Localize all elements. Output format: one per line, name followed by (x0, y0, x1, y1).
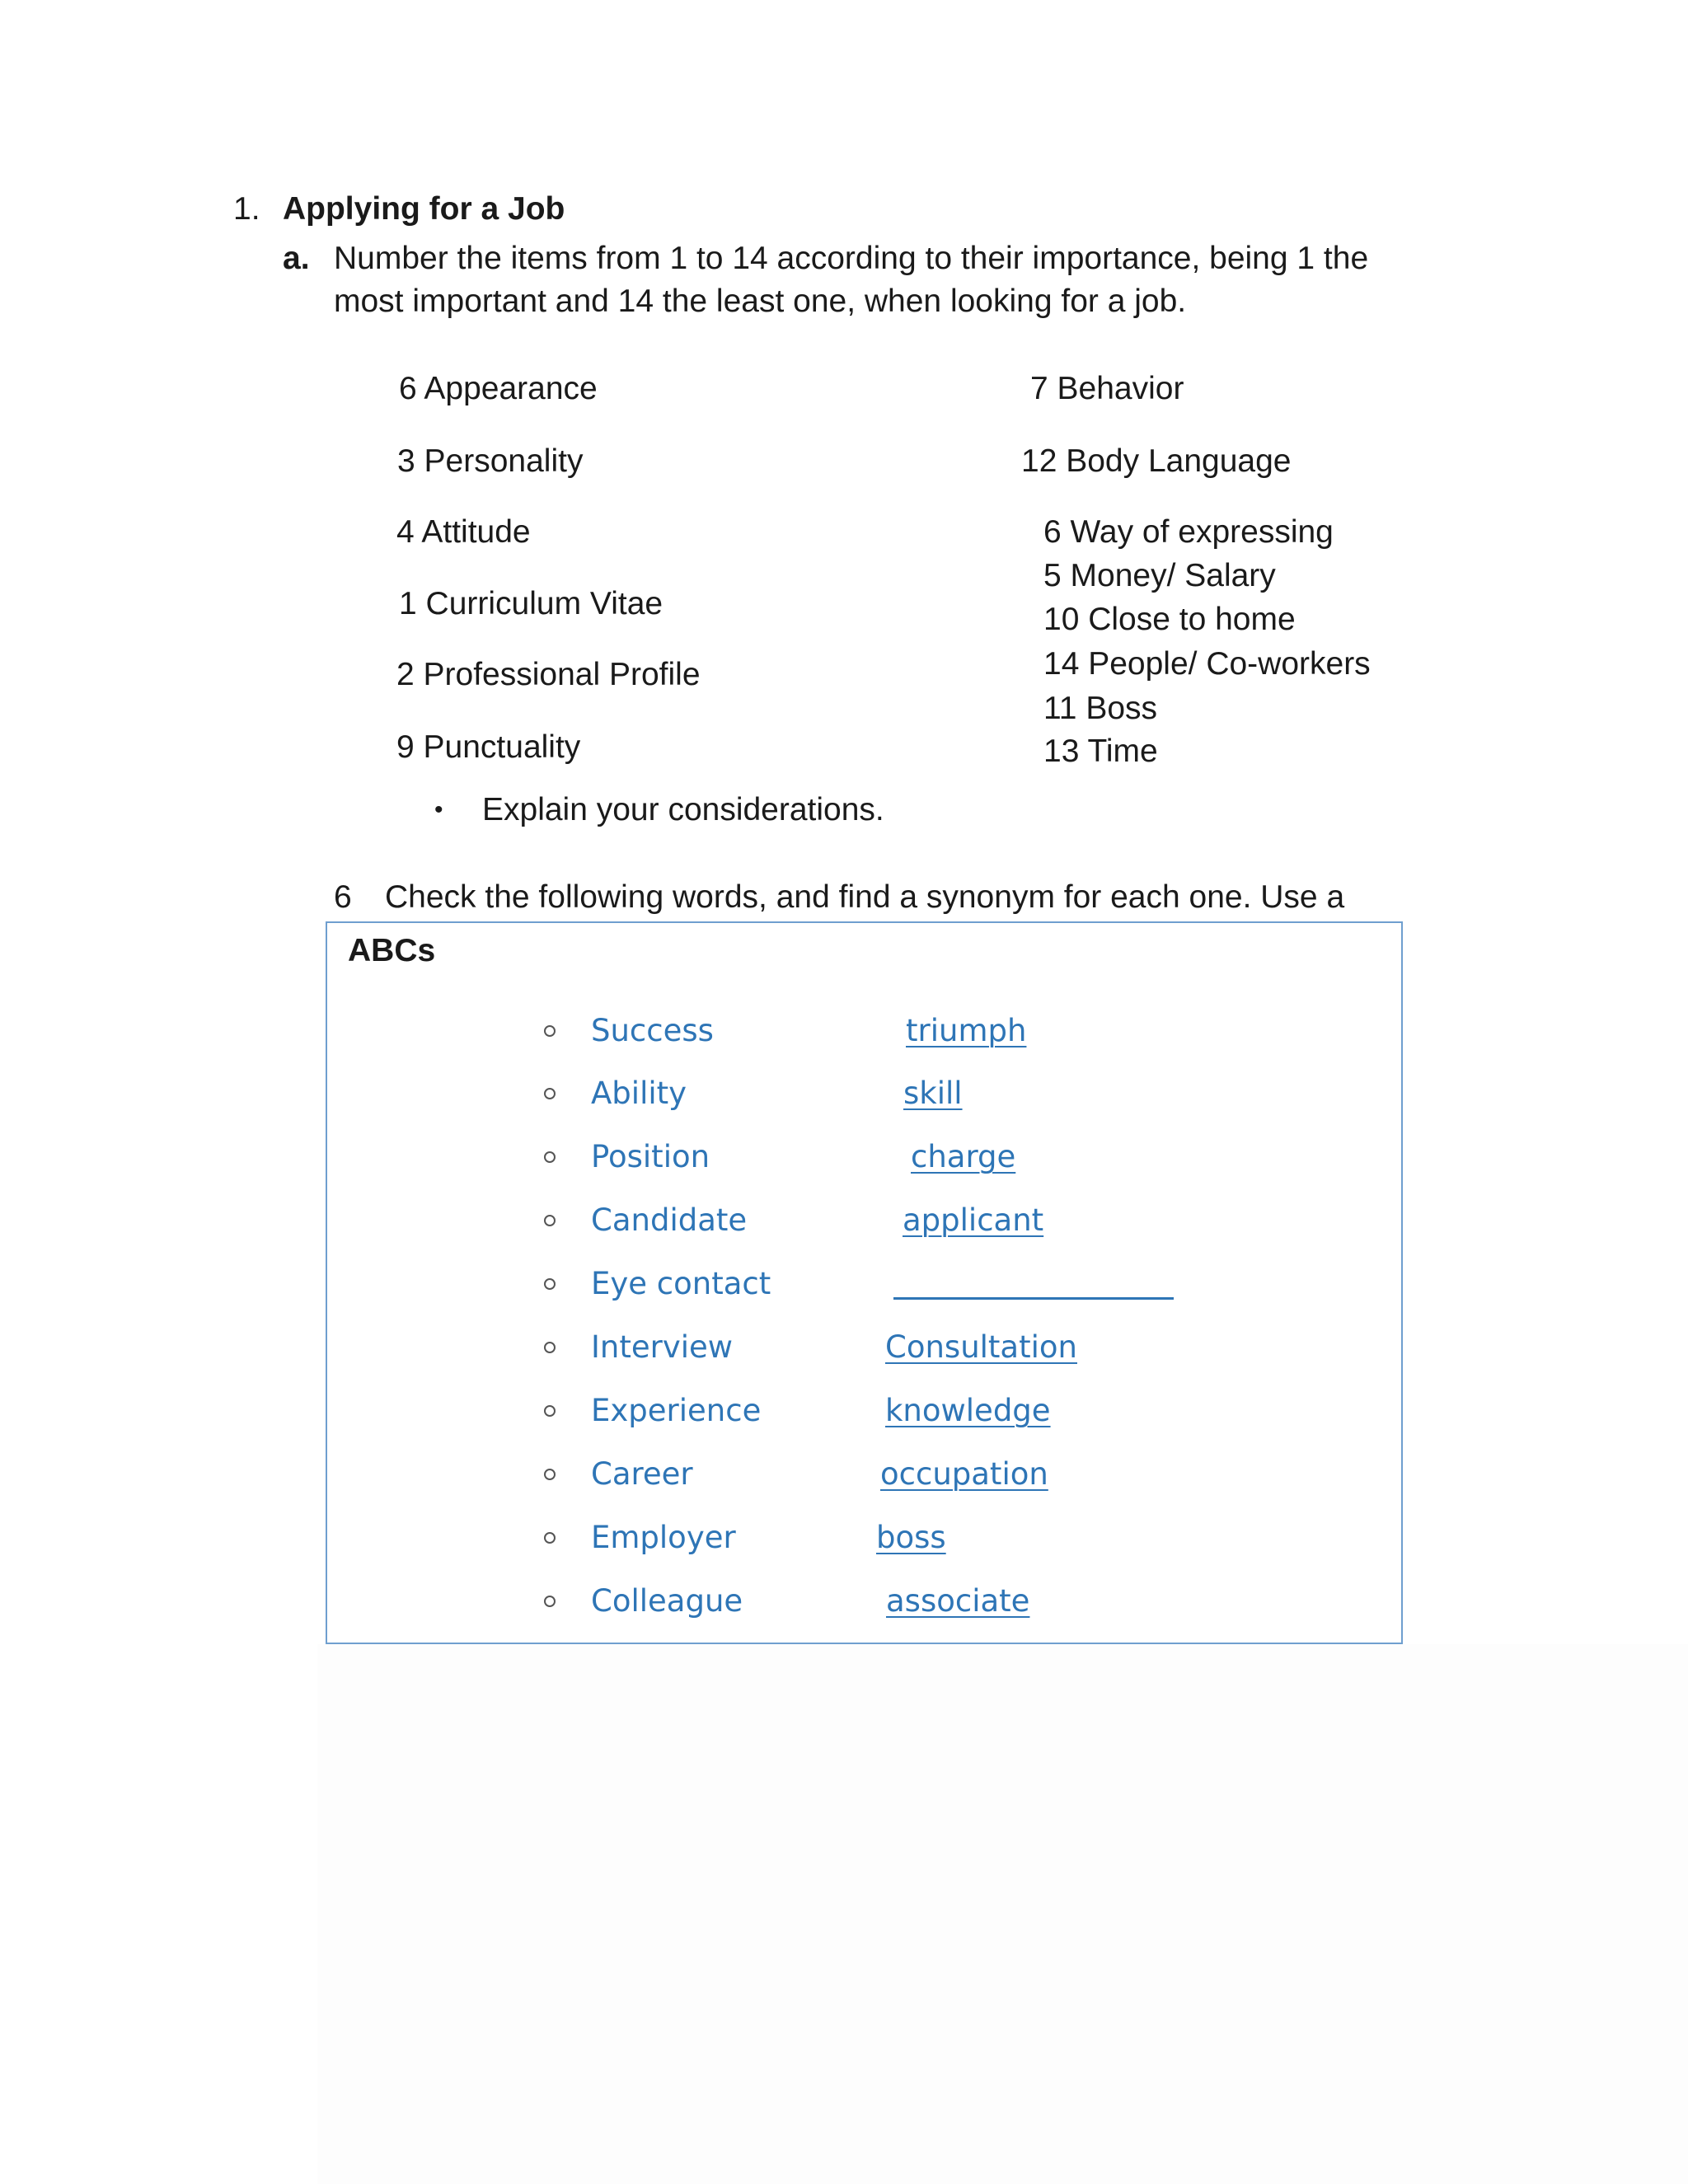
box-title: ABCs (348, 933, 436, 968)
section-title: Applying for a Job (283, 191, 565, 227)
bullet-dot: • (434, 796, 443, 823)
rank-item-professional-profile: 2 Professional Profile (396, 657, 701, 692)
instruction-line-1: Number the items from 1 to 14 according to their importance, being 1 the (334, 241, 1369, 276)
circle-bullet-icon (544, 1151, 556, 1163)
vocab-word: Success (591, 1013, 714, 1048)
synonym-answer: applicant (903, 1202, 1044, 1238)
vocab-word: Ability (591, 1076, 687, 1111)
vocab-word: Position (591, 1139, 710, 1174)
rank-item-way-of-expressing: 6 Way of expressing (1043, 514, 1334, 550)
circle-bullet-icon (544, 1532, 556, 1544)
rank-item-people-coworkers: 14 People/ Co-workers (1043, 646, 1371, 682)
rank-item-attitude: 4 Attitude (396, 514, 531, 550)
instruction-line-2: most important and 14 the least one, when looking for a job. (334, 284, 1187, 319)
synonym-answer: boss (876, 1520, 946, 1555)
rank-item-money-salary: 5 Money/ Salary (1043, 558, 1276, 593)
question-text: Check the following words, and find a synonym for each one. Use a (385, 879, 1345, 915)
rank-item-behavior: 7 Behavior (1030, 371, 1184, 406)
synonym-box (326, 921, 1403, 1644)
synonym-answer: charge (911, 1139, 1016, 1174)
synonym-answer: occupation (880, 1456, 1048, 1492)
rank-item-boss: 11 Boss (1043, 691, 1158, 726)
rank-item-punctuality: 9 Punctuality (396, 729, 581, 765)
rank-item-curriculum-vitae: 1 Curriculum Vitae (399, 586, 663, 621)
vocab-word: Colleague (591, 1583, 743, 1619)
vocab-word: Employer (591, 1520, 736, 1555)
vocab-word: Career (591, 1456, 693, 1492)
synonym-answer: associate (886, 1583, 1030, 1619)
question-number: 6 (334, 879, 352, 915)
rank-item-body-language: 12 Body Language (1021, 443, 1292, 479)
rank-item-time: 13 Time (1043, 733, 1158, 769)
circle-bullet-icon (544, 1405, 556, 1417)
vocab-word: Experience (591, 1393, 762, 1428)
vocab-word: Interview (591, 1329, 734, 1365)
circle-bullet-icon (544, 1469, 556, 1480)
rank-item-close-to-home: 10 Close to home (1043, 602, 1296, 637)
vocab-word: Candidate (591, 1202, 748, 1238)
synonym-answer: triumph (906, 1013, 1027, 1048)
page-background-region (317, 1644, 1688, 2184)
section-number: 1. (233, 191, 260, 227)
circle-bullet-icon (544, 1088, 556, 1099)
synonym-answer: skill (903, 1076, 963, 1111)
circle-bullet-icon (544, 1025, 556, 1037)
subsection-letter: a. (283, 241, 310, 276)
bullet-text: Explain your considerations. (482, 792, 884, 827)
circle-bullet-icon (544, 1215, 556, 1226)
synonym-answer: knowledge (885, 1393, 1051, 1428)
circle-bullet-icon (544, 1342, 556, 1353)
rank-item-appearance: 6 Appearance (399, 371, 598, 406)
rank-item-personality: 3 Personality (397, 443, 584, 479)
vocab-word: Eye contact (591, 1266, 771, 1301)
synonym-answer: Consultation (885, 1329, 1077, 1365)
circle-bullet-icon (544, 1596, 556, 1607)
blank-answer-line (893, 1297, 1174, 1300)
circle-bullet-icon (544, 1278, 556, 1290)
